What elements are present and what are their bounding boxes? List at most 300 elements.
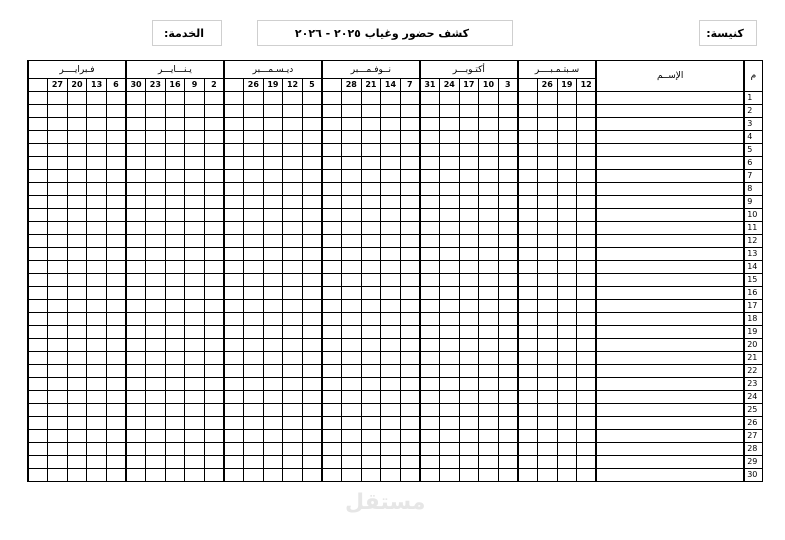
attendance-cell[interactable] — [439, 404, 459, 417]
attendance-cell[interactable] — [224, 378, 244, 391]
attendance-cell[interactable] — [204, 131, 224, 144]
attendance-cell[interactable] — [400, 118, 420, 131]
attendance-cell[interactable] — [126, 170, 146, 183]
attendance-cell[interactable] — [381, 417, 401, 430]
attendance-cell[interactable] — [342, 274, 362, 287]
name-cell[interactable] — [596, 274, 744, 287]
attendance-cell[interactable] — [283, 378, 303, 391]
attendance-cell[interactable] — [204, 196, 224, 209]
attendance-cell[interactable] — [67, 287, 87, 300]
attendance-cell[interactable] — [28, 196, 48, 209]
attendance-cell[interactable] — [577, 339, 597, 352]
attendance-cell[interactable] — [498, 456, 518, 469]
attendance-cell[interactable] — [342, 456, 362, 469]
attendance-cell[interactable] — [381, 365, 401, 378]
attendance-cell[interactable] — [361, 209, 381, 222]
attendance-cell[interactable] — [342, 105, 362, 118]
attendance-cell[interactable] — [361, 235, 381, 248]
attendance-cell[interactable] — [400, 352, 420, 365]
attendance-cell[interactable] — [381, 378, 401, 391]
attendance-cell[interactable] — [165, 313, 185, 326]
attendance-cell[interactable] — [106, 456, 126, 469]
attendance-cell[interactable] — [577, 157, 597, 170]
attendance-cell[interactable] — [263, 118, 283, 131]
attendance-cell[interactable] — [204, 326, 224, 339]
attendance-cell[interactable] — [577, 274, 597, 287]
attendance-cell[interactable] — [204, 365, 224, 378]
attendance-cell[interactable] — [106, 92, 126, 105]
attendance-cell[interactable] — [420, 274, 440, 287]
attendance-cell[interactable] — [400, 222, 420, 235]
attendance-cell[interactable] — [283, 131, 303, 144]
attendance-cell[interactable] — [28, 287, 48, 300]
attendance-cell[interactable] — [400, 326, 420, 339]
attendance-cell[interactable] — [322, 404, 342, 417]
attendance-cell[interactable] — [498, 118, 518, 131]
attendance-cell[interactable] — [283, 287, 303, 300]
attendance-cell[interactable] — [439, 391, 459, 404]
attendance-cell[interactable] — [67, 157, 87, 170]
attendance-cell[interactable] — [498, 430, 518, 443]
attendance-cell[interactable] — [342, 183, 362, 196]
attendance-cell[interactable] — [146, 469, 166, 482]
attendance-cell[interactable] — [283, 144, 303, 157]
attendance-cell[interactable] — [283, 209, 303, 222]
attendance-cell[interactable] — [146, 352, 166, 365]
attendance-cell[interactable] — [28, 300, 48, 313]
attendance-cell[interactable] — [322, 378, 342, 391]
attendance-cell[interactable] — [185, 313, 205, 326]
attendance-cell[interactable] — [420, 417, 440, 430]
attendance-cell[interactable] — [459, 365, 479, 378]
attendance-cell[interactable] — [361, 144, 381, 157]
attendance-cell[interactable] — [263, 261, 283, 274]
attendance-cell[interactable] — [283, 105, 303, 118]
attendance-cell[interactable] — [67, 300, 87, 313]
attendance-cell[interactable] — [302, 469, 322, 482]
attendance-cell[interactable] — [361, 248, 381, 261]
attendance-cell[interactable] — [48, 417, 68, 430]
attendance-cell[interactable] — [126, 196, 146, 209]
attendance-cell[interactable] — [557, 365, 577, 378]
attendance-cell[interactable] — [165, 287, 185, 300]
attendance-cell[interactable] — [577, 131, 597, 144]
attendance-cell[interactable] — [420, 144, 440, 157]
attendance-cell[interactable] — [185, 443, 205, 456]
attendance-cell[interactable] — [381, 287, 401, 300]
attendance-cell[interactable] — [302, 300, 322, 313]
attendance-cell[interactable] — [224, 118, 244, 131]
attendance-cell[interactable] — [224, 352, 244, 365]
attendance-cell[interactable] — [224, 417, 244, 430]
attendance-cell[interactable] — [361, 378, 381, 391]
attendance-cell[interactable] — [322, 326, 342, 339]
attendance-cell[interactable] — [165, 157, 185, 170]
attendance-cell[interactable] — [322, 339, 342, 352]
attendance-cell[interactable] — [165, 469, 185, 482]
attendance-cell[interactable] — [146, 365, 166, 378]
attendance-cell[interactable] — [146, 430, 166, 443]
attendance-cell[interactable] — [439, 365, 459, 378]
attendance-cell[interactable] — [87, 157, 107, 170]
name-cell[interactable] — [596, 196, 744, 209]
attendance-cell[interactable] — [342, 391, 362, 404]
attendance-cell[interactable] — [557, 105, 577, 118]
attendance-cell[interactable] — [400, 92, 420, 105]
attendance-cell[interactable] — [400, 287, 420, 300]
attendance-cell[interactable] — [87, 339, 107, 352]
attendance-cell[interactable] — [204, 118, 224, 131]
attendance-cell[interactable] — [459, 339, 479, 352]
attendance-cell[interactable] — [342, 196, 362, 209]
attendance-cell[interactable] — [146, 118, 166, 131]
attendance-cell[interactable] — [381, 352, 401, 365]
attendance-cell[interactable] — [459, 300, 479, 313]
attendance-cell[interactable] — [302, 313, 322, 326]
attendance-cell[interactable] — [106, 235, 126, 248]
attendance-cell[interactable] — [126, 404, 146, 417]
attendance-cell[interactable] — [518, 131, 538, 144]
attendance-cell[interactable] — [439, 118, 459, 131]
attendance-cell[interactable] — [381, 105, 401, 118]
attendance-cell[interactable] — [185, 92, 205, 105]
attendance-cell[interactable] — [518, 443, 538, 456]
attendance-cell[interactable] — [263, 300, 283, 313]
attendance-cell[interactable] — [420, 391, 440, 404]
attendance-cell[interactable] — [224, 157, 244, 170]
attendance-cell[interactable] — [459, 430, 479, 443]
attendance-cell[interactable] — [244, 170, 264, 183]
attendance-cell[interactable] — [67, 196, 87, 209]
attendance-cell[interactable] — [146, 248, 166, 261]
attendance-cell[interactable] — [48, 222, 68, 235]
attendance-cell[interactable] — [459, 313, 479, 326]
attendance-cell[interactable] — [146, 144, 166, 157]
attendance-cell[interactable] — [204, 391, 224, 404]
attendance-cell[interactable] — [106, 430, 126, 443]
attendance-cell[interactable] — [185, 261, 205, 274]
name-cell[interactable] — [596, 261, 744, 274]
attendance-cell[interactable] — [204, 235, 224, 248]
attendance-cell[interactable] — [498, 443, 518, 456]
attendance-cell[interactable] — [185, 417, 205, 430]
attendance-cell[interactable] — [400, 378, 420, 391]
attendance-cell[interactable] — [420, 183, 440, 196]
attendance-cell[interactable] — [557, 183, 577, 196]
attendance-cell[interactable] — [537, 378, 557, 391]
attendance-cell[interactable] — [28, 274, 48, 287]
attendance-cell[interactable] — [459, 287, 479, 300]
attendance-cell[interactable] — [126, 456, 146, 469]
attendance-cell[interactable] — [322, 209, 342, 222]
attendance-cell[interactable] — [479, 235, 499, 248]
name-cell[interactable] — [596, 469, 744, 482]
attendance-cell[interactable] — [67, 313, 87, 326]
attendance-cell[interactable] — [126, 274, 146, 287]
attendance-cell[interactable] — [106, 352, 126, 365]
attendance-cell[interactable] — [400, 261, 420, 274]
attendance-cell[interactable] — [67, 391, 87, 404]
attendance-cell[interactable] — [577, 222, 597, 235]
attendance-cell[interactable] — [302, 131, 322, 144]
attendance-cell[interactable] — [479, 157, 499, 170]
attendance-cell[interactable] — [224, 456, 244, 469]
attendance-cell[interactable] — [557, 131, 577, 144]
attendance-cell[interactable] — [537, 131, 557, 144]
attendance-cell[interactable] — [381, 469, 401, 482]
attendance-cell[interactable] — [322, 469, 342, 482]
attendance-cell[interactable] — [126, 222, 146, 235]
attendance-cell[interactable] — [518, 430, 538, 443]
attendance-cell[interactable] — [498, 391, 518, 404]
attendance-cell[interactable] — [479, 144, 499, 157]
attendance-cell[interactable] — [48, 300, 68, 313]
attendance-cell[interactable] — [165, 456, 185, 469]
attendance-cell[interactable] — [498, 326, 518, 339]
name-cell[interactable] — [596, 170, 744, 183]
attendance-cell[interactable] — [459, 378, 479, 391]
attendance-cell[interactable] — [48, 287, 68, 300]
attendance-cell[interactable] — [87, 352, 107, 365]
name-cell[interactable] — [596, 456, 744, 469]
attendance-cell[interactable] — [48, 157, 68, 170]
attendance-cell[interactable] — [459, 183, 479, 196]
attendance-cell[interactable] — [204, 430, 224, 443]
name-cell[interactable] — [596, 287, 744, 300]
attendance-cell[interactable] — [146, 92, 166, 105]
attendance-cell[interactable] — [165, 222, 185, 235]
attendance-cell[interactable] — [204, 209, 224, 222]
attendance-cell[interactable] — [48, 235, 68, 248]
attendance-cell[interactable] — [263, 170, 283, 183]
attendance-cell[interactable] — [381, 313, 401, 326]
attendance-cell[interactable] — [185, 209, 205, 222]
attendance-cell[interactable] — [48, 456, 68, 469]
attendance-cell[interactable] — [439, 326, 459, 339]
attendance-cell[interactable] — [557, 456, 577, 469]
attendance-cell[interactable] — [244, 352, 264, 365]
attendance-cell[interactable] — [263, 313, 283, 326]
attendance-cell[interactable] — [479, 352, 499, 365]
attendance-cell[interactable] — [577, 378, 597, 391]
attendance-cell[interactable] — [342, 118, 362, 131]
attendance-cell[interactable] — [67, 352, 87, 365]
attendance-cell[interactable] — [106, 378, 126, 391]
attendance-cell[interactable] — [244, 326, 264, 339]
attendance-cell[interactable] — [28, 222, 48, 235]
attendance-cell[interactable] — [400, 144, 420, 157]
attendance-cell[interactable] — [537, 404, 557, 417]
attendance-cell[interactable] — [67, 443, 87, 456]
attendance-cell[interactable] — [244, 300, 264, 313]
attendance-cell[interactable] — [67, 170, 87, 183]
attendance-cell[interactable] — [263, 417, 283, 430]
attendance-cell[interactable] — [498, 92, 518, 105]
attendance-cell[interactable] — [48, 105, 68, 118]
attendance-cell[interactable] — [322, 443, 342, 456]
attendance-cell[interactable] — [557, 248, 577, 261]
attendance-cell[interactable] — [381, 274, 401, 287]
attendance-cell[interactable] — [518, 326, 538, 339]
attendance-cell[interactable] — [28, 352, 48, 365]
attendance-cell[interactable] — [263, 248, 283, 261]
attendance-cell[interactable] — [498, 300, 518, 313]
attendance-cell[interactable] — [498, 183, 518, 196]
attendance-cell[interactable] — [577, 261, 597, 274]
attendance-cell[interactable] — [479, 430, 499, 443]
attendance-cell[interactable] — [224, 131, 244, 144]
attendance-cell[interactable] — [302, 430, 322, 443]
attendance-cell[interactable] — [322, 261, 342, 274]
attendance-cell[interactable] — [185, 131, 205, 144]
attendance-cell[interactable] — [518, 339, 538, 352]
attendance-cell[interactable] — [165, 443, 185, 456]
attendance-cell[interactable] — [577, 313, 597, 326]
attendance-cell[interactable] — [244, 131, 264, 144]
attendance-cell[interactable] — [67, 209, 87, 222]
name-cell[interactable] — [596, 443, 744, 456]
attendance-cell[interactable] — [283, 118, 303, 131]
attendance-cell[interactable] — [126, 183, 146, 196]
attendance-cell[interactable] — [322, 300, 342, 313]
attendance-cell[interactable] — [126, 391, 146, 404]
attendance-cell[interactable] — [537, 443, 557, 456]
attendance-cell[interactable] — [283, 274, 303, 287]
attendance-cell[interactable] — [400, 131, 420, 144]
attendance-cell[interactable] — [557, 287, 577, 300]
attendance-cell[interactable] — [537, 92, 557, 105]
attendance-cell[interactable] — [439, 274, 459, 287]
attendance-cell[interactable] — [224, 274, 244, 287]
attendance-cell[interactable] — [106, 196, 126, 209]
attendance-cell[interactable] — [557, 274, 577, 287]
attendance-cell[interactable] — [381, 144, 401, 157]
attendance-cell[interactable] — [479, 469, 499, 482]
attendance-cell[interactable] — [224, 287, 244, 300]
attendance-cell[interactable] — [322, 287, 342, 300]
attendance-cell[interactable] — [479, 378, 499, 391]
attendance-cell[interactable] — [244, 378, 264, 391]
attendance-cell[interactable] — [302, 157, 322, 170]
attendance-cell[interactable] — [87, 326, 107, 339]
attendance-cell[interactable] — [439, 222, 459, 235]
attendance-cell[interactable] — [577, 469, 597, 482]
attendance-cell[interactable] — [185, 456, 205, 469]
attendance-cell[interactable] — [283, 469, 303, 482]
attendance-cell[interactable] — [283, 352, 303, 365]
attendance-cell[interactable] — [342, 378, 362, 391]
attendance-cell[interactable] — [263, 365, 283, 378]
attendance-cell[interactable] — [420, 378, 440, 391]
attendance-cell[interactable] — [537, 222, 557, 235]
attendance-cell[interactable] — [420, 469, 440, 482]
attendance-cell[interactable] — [244, 469, 264, 482]
attendance-cell[interactable] — [126, 131, 146, 144]
attendance-cell[interactable] — [302, 248, 322, 261]
attendance-cell[interactable] — [263, 144, 283, 157]
attendance-cell[interactable] — [459, 391, 479, 404]
attendance-cell[interactable] — [146, 274, 166, 287]
attendance-cell[interactable] — [342, 339, 362, 352]
name-cell[interactable] — [596, 144, 744, 157]
attendance-cell[interactable] — [322, 131, 342, 144]
attendance-cell[interactable] — [48, 261, 68, 274]
attendance-cell[interactable] — [498, 352, 518, 365]
attendance-cell[interactable] — [302, 391, 322, 404]
attendance-cell[interactable] — [87, 183, 107, 196]
attendance-cell[interactable] — [381, 430, 401, 443]
attendance-cell[interactable] — [498, 313, 518, 326]
attendance-cell[interactable] — [361, 183, 381, 196]
attendance-cell[interactable] — [106, 313, 126, 326]
attendance-cell[interactable] — [342, 222, 362, 235]
attendance-cell[interactable] — [381, 404, 401, 417]
attendance-cell[interactable] — [439, 287, 459, 300]
attendance-cell[interactable] — [361, 430, 381, 443]
attendance-cell[interactable] — [577, 170, 597, 183]
attendance-cell[interactable] — [577, 105, 597, 118]
attendance-cell[interactable] — [146, 378, 166, 391]
attendance-cell[interactable] — [67, 469, 87, 482]
attendance-cell[interactable] — [361, 287, 381, 300]
attendance-cell[interactable] — [165, 404, 185, 417]
attendance-cell[interactable] — [126, 378, 146, 391]
attendance-cell[interactable] — [146, 222, 166, 235]
attendance-cell[interactable] — [106, 365, 126, 378]
attendance-cell[interactable] — [518, 300, 538, 313]
name-cell[interactable] — [596, 326, 744, 339]
attendance-cell[interactable] — [557, 326, 577, 339]
attendance-cell[interactable] — [302, 118, 322, 131]
attendance-cell[interactable] — [459, 157, 479, 170]
attendance-cell[interactable] — [361, 274, 381, 287]
attendance-cell[interactable] — [244, 118, 264, 131]
attendance-cell[interactable] — [126, 352, 146, 365]
attendance-cell[interactable] — [87, 469, 107, 482]
attendance-cell[interactable] — [244, 274, 264, 287]
name-cell[interactable] — [596, 339, 744, 352]
attendance-cell[interactable] — [498, 339, 518, 352]
attendance-cell[interactable] — [400, 105, 420, 118]
attendance-cell[interactable] — [400, 248, 420, 261]
attendance-cell[interactable] — [204, 404, 224, 417]
attendance-cell[interactable] — [479, 287, 499, 300]
attendance-cell[interactable] — [106, 391, 126, 404]
attendance-cell[interactable] — [28, 378, 48, 391]
attendance-cell[interactable] — [361, 261, 381, 274]
attendance-cell[interactable] — [537, 313, 557, 326]
attendance-cell[interactable] — [283, 235, 303, 248]
attendance-cell[interactable] — [263, 469, 283, 482]
attendance-cell[interactable] — [439, 209, 459, 222]
attendance-cell[interactable] — [48, 209, 68, 222]
attendance-cell[interactable] — [381, 391, 401, 404]
attendance-cell[interactable] — [342, 365, 362, 378]
attendance-cell[interactable] — [204, 170, 224, 183]
attendance-cell[interactable] — [342, 404, 362, 417]
attendance-cell[interactable] — [342, 92, 362, 105]
attendance-cell[interactable] — [400, 365, 420, 378]
attendance-cell[interactable] — [263, 209, 283, 222]
attendance-cell[interactable] — [302, 378, 322, 391]
attendance-cell[interactable] — [342, 417, 362, 430]
attendance-cell[interactable] — [420, 248, 440, 261]
attendance-cell[interactable] — [126, 443, 146, 456]
attendance-cell[interactable] — [244, 183, 264, 196]
attendance-cell[interactable] — [420, 404, 440, 417]
attendance-cell[interactable] — [420, 443, 440, 456]
attendance-cell[interactable] — [439, 196, 459, 209]
